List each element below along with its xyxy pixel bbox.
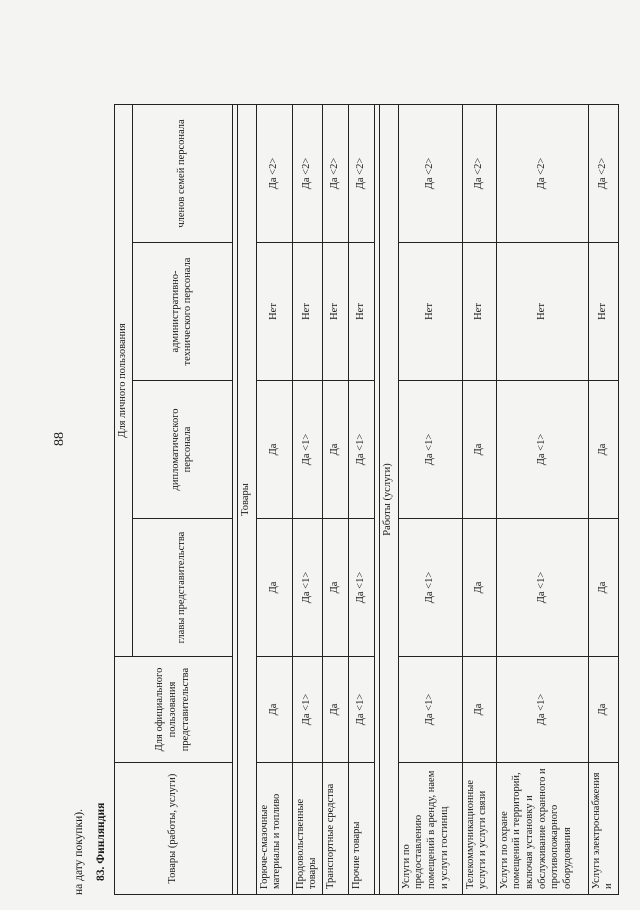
row-name: Услуги по предоставлению помещений в аренду, наем и услуги гостиниц (398, 763, 462, 895)
intro-text: на дату покупки). (73, 809, 85, 895)
table-row (348, 105, 374, 895)
cell-diplomatic: Да <1> (496, 381, 588, 519)
section-row (237, 105, 256, 895)
cell-administrative: Нет (292, 243, 322, 381)
cell-head: Да <1> (348, 519, 374, 657)
cell-administrative: Нет (322, 243, 348, 381)
cell-administrative: Нет (398, 243, 462, 381)
cell-diplomatic: Да (256, 381, 292, 519)
cell-family: Да <2> (588, 105, 618, 243)
cell-diplomatic: Да <1> (398, 381, 462, 519)
section-title: Работы (услуги) (379, 105, 398, 895)
header-family-members: членов семей персонала (132, 105, 232, 243)
cell-diplomatic: Да <1> (292, 381, 322, 519)
table-row (496, 105, 588, 895)
cell-family: Да <2> (322, 105, 348, 243)
cell-family: Да <2> (348, 105, 374, 243)
cell-diplomatic: Да (322, 381, 348, 519)
cell-family: Да <2> (292, 105, 322, 243)
row-name: Услуги электроснабжения и (588, 763, 618, 895)
cell-official: Да (462, 657, 496, 763)
table-row (462, 105, 496, 895)
section-row (379, 105, 398, 895)
cell-head: Да (256, 519, 292, 657)
cell-family: Да <2> (462, 105, 496, 243)
table-row (292, 105, 322, 895)
header-personal-use: Для личного пользования (115, 105, 133, 657)
cell-administrative: Нет (348, 243, 374, 381)
header-official-use: Для официального пользования представительства (115, 657, 233, 763)
row-name: Горюче-смазочные материалы и топливо (256, 763, 292, 895)
cell-administrative: Нет (496, 243, 588, 381)
cell-official: Да (588, 657, 618, 763)
table-row (256, 105, 292, 895)
header-goods: Товары (работы, услуги) (115, 763, 233, 895)
row-name: Услуги по охране помещений и территорий, включая установку и обслуживание охранного и противопожарного оборудования (496, 763, 588, 895)
rotated-page-content (70, 105, 615, 895)
table-row (322, 105, 348, 895)
cell-administrative: Нет (462, 243, 496, 381)
header-head-of-mission: главы представительства (132, 519, 232, 657)
cell-administrative: Нет (588, 243, 618, 381)
row-name: Продовольственные товары (292, 763, 322, 895)
table-row (588, 105, 618, 895)
cell-family: Да <2> (398, 105, 462, 243)
section-title: Товары (237, 105, 256, 895)
cell-official: Да <1> (348, 657, 374, 763)
cell-family: Да <2> (256, 105, 292, 243)
cell-official: Да (256, 657, 292, 763)
cell-diplomatic: Да (462, 381, 496, 519)
cell-official: Да <1> (292, 657, 322, 763)
page-number: 88 (52, 432, 67, 446)
header-administrative-staff: административно-технического персонала (132, 243, 232, 381)
cell-head: Да <1> (292, 519, 322, 657)
section-heading: 83. Финляндия (95, 802, 107, 881)
cell-official: Да <1> (496, 657, 588, 763)
table-row (398, 105, 462, 895)
cell-diplomatic: Да (588, 381, 618, 519)
cell-head: Да <1> (398, 519, 462, 657)
cell-head: Да (588, 519, 618, 657)
header-row-1 (115, 105, 133, 895)
header-diplomatic-staff: дипломатического персонала (132, 381, 232, 519)
table-body (232, 105, 618, 895)
tax-exemption-table (114, 104, 619, 895)
cell-diplomatic: Да <1> (348, 381, 374, 519)
cell-family: Да <2> (496, 105, 588, 243)
row-name: Прочие товары (348, 763, 374, 895)
row-name: Транспортные средства (322, 763, 348, 895)
cell-head: Да (322, 519, 348, 657)
cell-official: Да (322, 657, 348, 763)
row-name: Телекоммуникационные услуги и услуги связи (462, 763, 496, 895)
cell-administrative: Нет (256, 243, 292, 381)
cell-head: Да <1> (496, 519, 588, 657)
cell-head: Да (462, 519, 496, 657)
cell-official: Да <1> (398, 657, 462, 763)
